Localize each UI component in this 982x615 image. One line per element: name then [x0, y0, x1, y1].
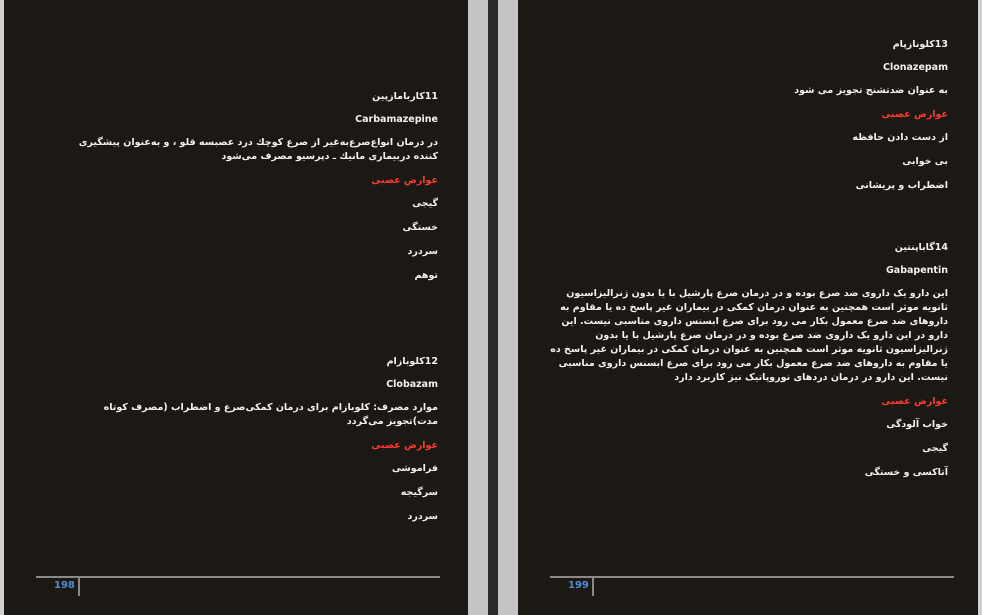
drug-heading-gabapentin: 14گاباپنتین: [894, 242, 948, 253]
page-number: 199: [568, 580, 589, 591]
drug-description-carbamazepine: در درمان انواع‌صرع‌به‌غیر از صرع کوچك درد عصبسه قلو ، و به‌عنوان پیشگیری كننده دربیماری مانیك ـ دپرسیو مصرف می‌شود: [78, 137, 438, 162]
side-effect-item: از دست دادن حافظه: [852, 132, 948, 143]
book-spine: [468, 0, 518, 615]
footer-tick: [78, 576, 80, 596]
side-effect-item: فراموشی: [391, 463, 438, 474]
side-effect-item: گیجی: [922, 443, 948, 454]
side-effect-item: سردرد: [407, 246, 438, 257]
side-effects-heading-clobazam: عوارض عصبی: [371, 440, 438, 451]
footer-rule: [36, 576, 440, 578]
side-effect-item: خواب آلودگی: [886, 419, 948, 430]
drug-latin-name-clonazepam: Clonazepam: [882, 62, 948, 73]
section-spacer: [548, 203, 948, 241]
side-effects-heading-clonazepam: عوارض عصبی: [881, 109, 948, 120]
right-edge: [978, 0, 982, 615]
side-effect-item: اضطراب و پریشانی: [855, 180, 948, 191]
page-199: [518, 0, 978, 615]
side-effect-item: خستگی: [402, 222, 438, 233]
drug-latin-name-clobazam: Clobazam: [386, 379, 438, 390]
drug-heading-clobazam: 12کلوبازام: [386, 356, 438, 367]
drug-description-clobazam: موارد مصرف: کلوبازام برای درمان کمکی‌صرع و اضطراب (مصرف کوتاه مدت)تجویز می‌گردد: [103, 402, 438, 427]
footer-tick: [592, 576, 594, 596]
drug-description-gabapentin: این دارو یک داروی ضد صرع بوده و در درمان صرع پارشیل با یا بدون ژنرالیزاسیون ثانویه موثر است همچنین به عنوان درمان کمکی در بیماران غیر پاسخ ده یا مقاوم به داروهای ضد صرع معمول بکار می رود برای صرع ابسنس داروی مناسبی نیست. این دارو در این دارو یک داروی ضد صرع بوده و در درمان صرع پارشیل با یا بدون ژنرالیزاسیون ثانویه موثر است همچنین به عنوان درمان کمکی در بیماران غیر پاسخ ده یا مقاوم به داروهای ضد صرع معمول بکار می رود برای صرع ابسنس داروی مناسبی نیست. این دارو در درمان دردهای نوروپاتیک نیز کاربرد دارد: [550, 288, 948, 383]
page-198: [4, 0, 468, 615]
side-effect-item: بی خوابی: [902, 156, 948, 167]
drug-description-clonazepam: به عنوان ضدتشنج تجویز می شود: [794, 85, 948, 96]
spine-bar: [488, 0, 498, 615]
side-effect-item: سردرد: [407, 511, 438, 522]
side-effects-heading-gabapentin: عوارض عصبی: [881, 396, 948, 407]
side-effect-item: سرگیجه: [400, 487, 438, 498]
drug-heading-clonazepam: 13کلونازپام: [892, 39, 948, 50]
section-spacer: [53, 293, 438, 355]
side-effects-heading-carbamazepine: عوارض عصبی: [371, 175, 438, 186]
page-198-content: [53, 90, 438, 534]
drug-latin-name-carbamazepine: Carbamazepine: [355, 114, 438, 125]
footer-rule: [550, 576, 954, 578]
page-199-content: [548, 38, 948, 490]
side-effect-item: گیجی: [412, 198, 438, 209]
side-effect-item: توهم: [414, 270, 438, 281]
side-effect-item: آتاکسی و خستگی: [864, 467, 948, 478]
page-number: 198: [54, 580, 75, 591]
drug-heading-carbamazepine: 11کاربامازپین: [372, 91, 438, 102]
drug-latin-name-gabapentin: Gabapentin: [886, 265, 948, 276]
